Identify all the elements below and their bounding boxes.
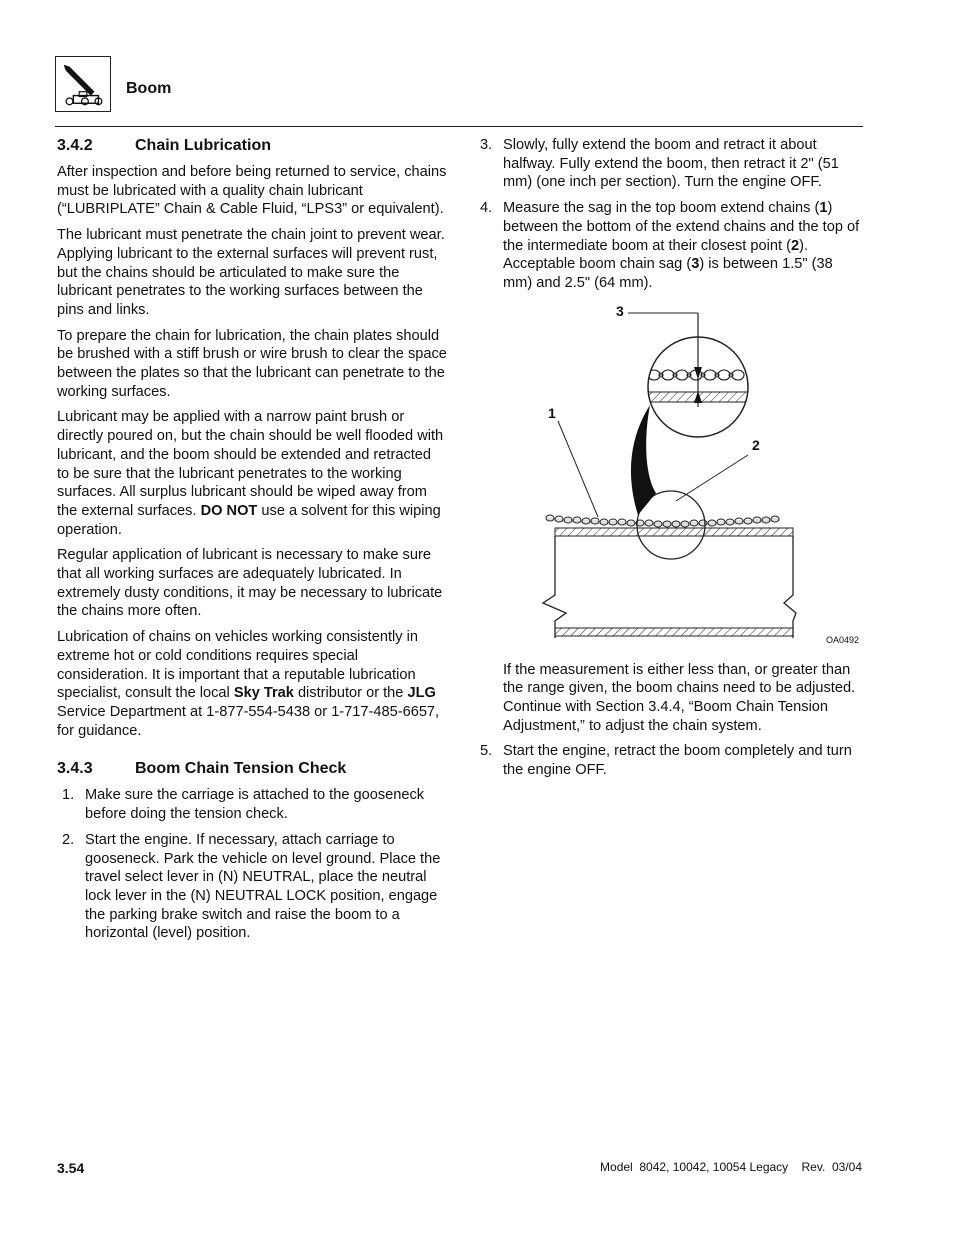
emphasis-do-not: DO NOT bbox=[200, 502, 258, 519]
text-run: Measure the sag in the top boom extend chains ( bbox=[503, 200, 820, 217]
list-item bbox=[57, 831, 447, 943]
extend-chain bbox=[546, 515, 780, 527]
figure-id: OA0492 bbox=[826, 634, 860, 645]
telehandler-boom-icon bbox=[56, 57, 110, 111]
text-run: ) is between 1.5" (38 mm) and 2.5" (64 mm). bbox=[503, 256, 833, 291]
section-logo bbox=[55, 56, 111, 112]
section-number: 3.4.2 bbox=[57, 137, 93, 154]
ref-3: 3 bbox=[691, 256, 700, 273]
procedure-steps-final bbox=[478, 742, 863, 779]
step-text: Slowly, fully extend the boom and retract it about halfway. Fully extend the boom, then retract it 2" (51 mm) (one inch per section). Turn the engine OFF. bbox=[503, 137, 839, 191]
step-number: 4. bbox=[480, 200, 493, 217]
paragraph: Regular application of lubricant is necessary to make sure that all working surfaces are adequately lubricated. In extremely dusty conditions, it may be necessary to lubricate the chains more often. bbox=[57, 547, 443, 620]
section-name: Boom bbox=[126, 80, 172, 97]
step-text: Start the engine, retract the boom completely and turn the engine OFF. bbox=[503, 743, 852, 779]
paragraph: After inspection and before being returned to service, chains must be lubricated with a quality chain lubricant (“LUBRIPLATE” Chain & Cable Fluid, “LPS3” or equivalent). bbox=[57, 164, 447, 218]
callout-3: 3 bbox=[616, 302, 624, 319]
callout-1: 1 bbox=[548, 404, 556, 421]
boom-chain-sag-figure bbox=[478, 303, 863, 653]
list-item bbox=[478, 199, 863, 293]
step-number: 3. bbox=[480, 137, 493, 153]
brand-jlg: JLG bbox=[407, 685, 436, 702]
section-number: 3.4.3 bbox=[57, 760, 93, 778]
paragraph bbox=[57, 628, 447, 740]
boom-chain-diagram bbox=[478, 303, 863, 653]
right-column bbox=[478, 136, 863, 787]
text-run: Lubrication of chains on vehicles working consistently in extreme hot or cold conditions requires special consideration. It is important that a reputable lubrication specialist, consult the local bbox=[57, 629, 418, 702]
text-run: Service Department at 1-877-554-5438 or 1-717-485-6657, for guidance. bbox=[57, 703, 440, 739]
list-item bbox=[57, 786, 447, 823]
text-run: distributor or the bbox=[293, 685, 408, 702]
section-title: Chain Lubrication bbox=[135, 137, 271, 154]
header-divider bbox=[55, 126, 863, 127]
step-number: 5. bbox=[480, 743, 493, 760]
step-text: Start the engine. If necessary, attach carriage to gooseneck. Park the vehicle on level ground. Place the travel select lever in (N) NEUTRAL, place the neutral lock lever in the (N) NEUTRAL LOCK position, engage the parking brake switch and raise the boom to a horizontal (level) position. bbox=[85, 831, 441, 942]
page-number: 3.54 bbox=[57, 1160, 85, 1176]
text-run: Lubricant may be applied with a narrow paint brush or directly poured on, but the chain should be well flooded with lubricant, and the boom should be extended and retracted to be sure that the lubricant penetrates to the working surfaces. All surplus lubricant should be wiped away from the external surfaces. bbox=[57, 409, 444, 519]
procedure-steps-continued bbox=[478, 136, 863, 293]
model-revision: Model 8042, 10042, 10054 Legacy Rev. 03/04 bbox=[600, 1160, 862, 1174]
left-column bbox=[57, 136, 447, 950]
step-number: 1. bbox=[62, 787, 75, 804]
step-text: Make sure the carriage is attached to the gooseneck before doing the tension check. bbox=[85, 787, 425, 823]
section-heading-3-4-3 bbox=[57, 759, 447, 778]
list-item bbox=[478, 136, 863, 192]
text-run: use a solvent for this wiping operation. bbox=[57, 502, 441, 538]
paragraph bbox=[57, 408, 447, 539]
step-number: 2. bbox=[62, 831, 75, 848]
list-item bbox=[478, 742, 863, 779]
callout-2: 2 bbox=[752, 436, 760, 453]
measurement-note: If the measurement is either less than, or greater than the range given, the boom chains need to be adjusted. Continue with Section 3.4.4, “Boom Chain Tension Adjustment,” to adjust the chain system. bbox=[503, 661, 856, 734]
section-title: Boom Chain Tension Check bbox=[135, 760, 347, 778]
step-text bbox=[503, 199, 863, 293]
ref-1: 1 bbox=[819, 200, 828, 217]
section-heading-3-4-2 bbox=[57, 136, 447, 155]
text-run: ). Acceptable boom chain sag ( bbox=[503, 237, 809, 273]
text-run: ) between the bottom of the extend chains and the top of the intermediate boom at their closest point ( bbox=[503, 200, 860, 254]
procedure-steps bbox=[57, 786, 447, 943]
paragraph: To prepare the chain for lubrication, the chain plates should be brushed with a stiff brush or wire brush to clear the space between the plates so that the lubricant can penetrate to the working surfaces. bbox=[57, 327, 447, 400]
paragraph: The lubricant must penetrate the chain joint to prevent wear. Applying lubricant to the external surfaces will prevent rust, but the chains should be articulated to make sure the lubricant penetrates to the working surfaces between the pins and links. bbox=[57, 227, 445, 318]
ref-2: 2 bbox=[790, 237, 800, 254]
brand-skytrak: Sky Trak bbox=[233, 685, 294, 702]
